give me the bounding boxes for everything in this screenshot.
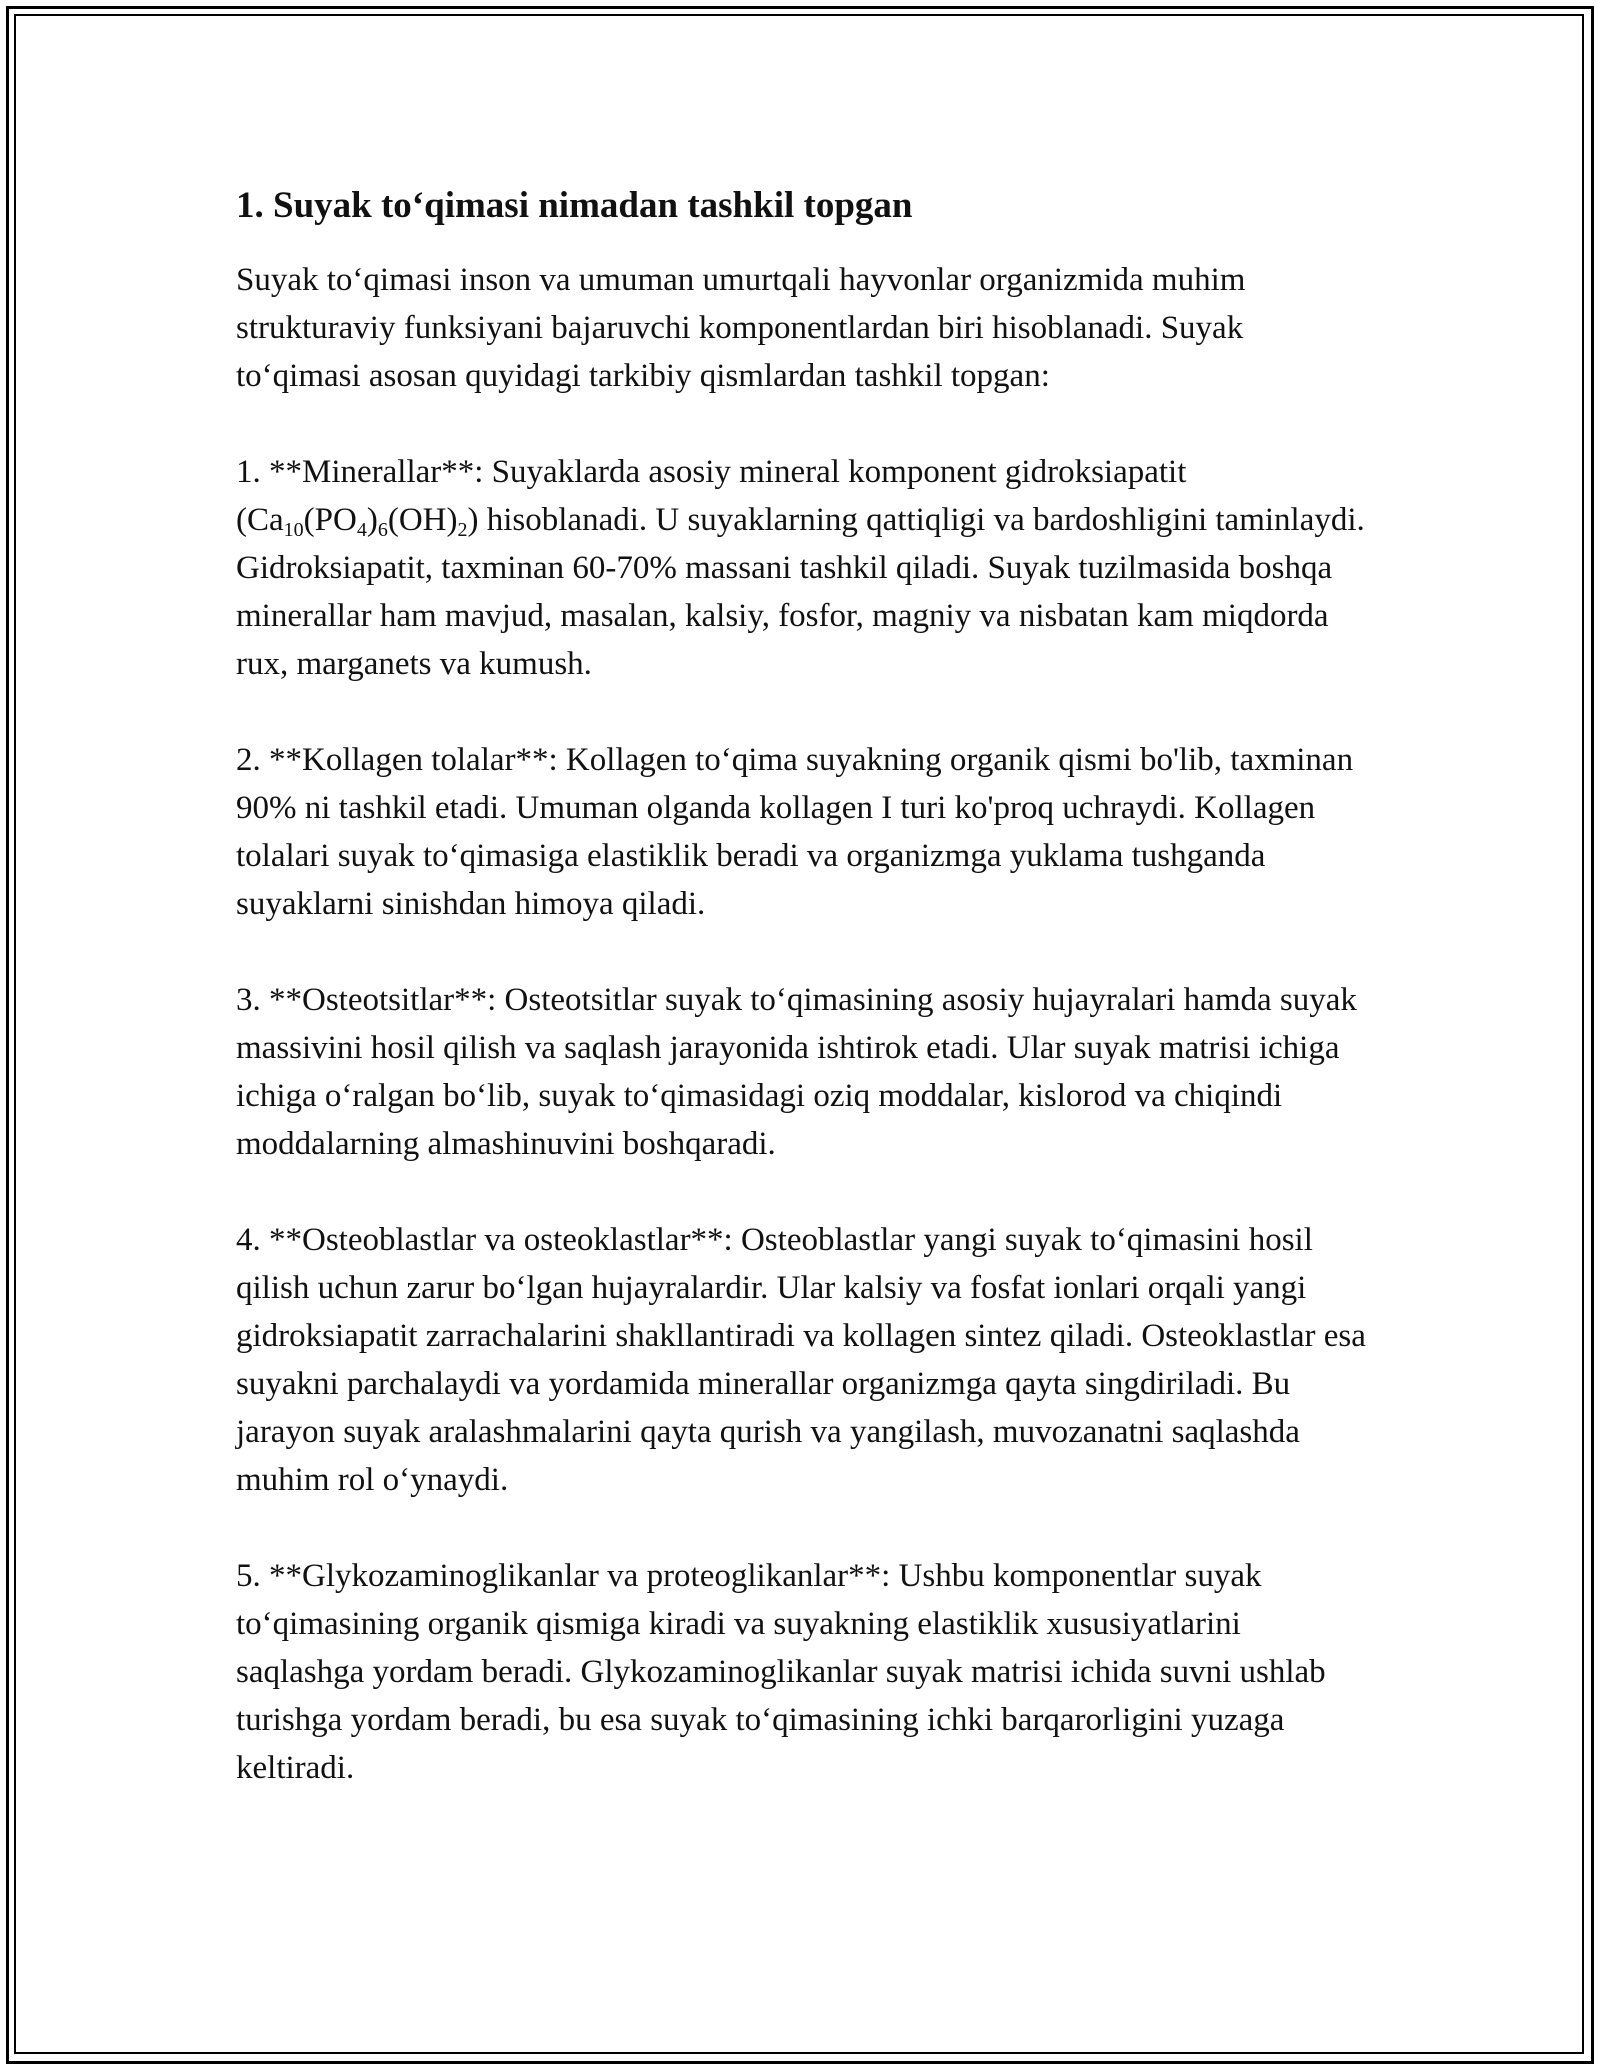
item-minerals-rest: ) hisoblanadi. U suyaklarning qattiqligi va bardoshligini taminlaydi. Gidroksiapatit, taxminan 60-70% massani tashkil qiladi. Suyak tuzilmasida boshqa minerallar ham mavjud, masalan, kalsiy, fosfor, magniy va nisbatan kam miqdorda rux, marganets va kumush. xyxy=(236,502,1365,682)
formula-subscript: 2 xyxy=(457,519,468,541)
formula-part: ) xyxy=(366,502,378,538)
formula-part: (PO xyxy=(303,502,357,538)
item-osteoblasts: 4. **Osteoblastlar va osteoklastlar**: Osteoblastlar yangi suyak to‘qimasini hosil qilish uchun zarur bo‘lgan hujayralardir. Ular kalsiy va fosfat ionlari orqali yangi gidroksiapatit zarrachalarini shakllantiradi va kollagen sintez qiladi. Osteoklastlar esa suyakni parchalaydi va yordamida minerallar organizmga qayta singdiriladi. Bu jarayon suyak aralashmalarini qayta qurish va yangilash, muvozanatni saqlashda muhim rol o‘ynaydi. xyxy=(236,1222,1366,1498)
formula-subscript: 4 xyxy=(356,519,367,541)
item-osteocytes: 3. **Osteotsitlar**: Osteotsitlar suyak to‘qimasining asosiy hujayralari hamda suyak massivini hosil qilish va saqlash jarayonida ishtirok etadi. Ular suyak matrisi ichiga ichiga o‘ralgan bo‘lib, suyak to‘qimasidagi oziq moddalar, kislorod va chiqindi moddalarning almashinuvini boshqaradi. xyxy=(236,982,1357,1162)
formula-part: (OH) xyxy=(387,502,458,538)
formula-subscript: 10 xyxy=(283,519,304,541)
item-minerals xyxy=(236,448,1366,688)
item-glycosaminoglycans: 5. **Glykozaminoglikanlar va proteoglikanlar**: Ushbu komponentlar suyak to‘qimasining organik qismiga kiradi va suyakning elastiklik xususiyatlarini saqlashga yordam beradi. Glykozaminoglikanlar suyak matrisi ichida suvni ushlab turishga yordam beradi, bu esa suyak to‘qimasining ichki barqarorligini yuzaga keltiradi. xyxy=(236,1558,1326,1786)
item-collagen: 2. **Kollagen tolalar**: Kollagen to‘qima suyakning organik qismi bo'lib, taxminan 90% ni tashkil etadi. Umuman olganda kollagen I turi ko'proq uchraydi. Kollagen tolalari suyak to‘qimasiga elastiklik beradi va organizmga yuklama tushganda suyaklarni sinishdan himoya qiladi. xyxy=(236,742,1354,922)
item-minerals-lead: 1. **Minerallar**: Suyaklarda asosiy mineral komponent gidroksiapatit (Ca xyxy=(236,454,1187,538)
intro-paragraph: Suyak to‘qimasi inson va umuman umurtqali hayvonlar organizmida muhim strukturaviy funksiyani bajaruvchi komponentlardan biri hisoblanadi. Suyak to‘qimasi asosan quyidagi tarkibiy qismlardan tashkil topgan: xyxy=(236,262,1246,394)
formula-subscript: 6 xyxy=(377,519,388,541)
document-body xyxy=(236,184,1366,1840)
section-heading: 1. Suyak to‘qimasi nimadan tashkil topgan xyxy=(236,185,913,226)
